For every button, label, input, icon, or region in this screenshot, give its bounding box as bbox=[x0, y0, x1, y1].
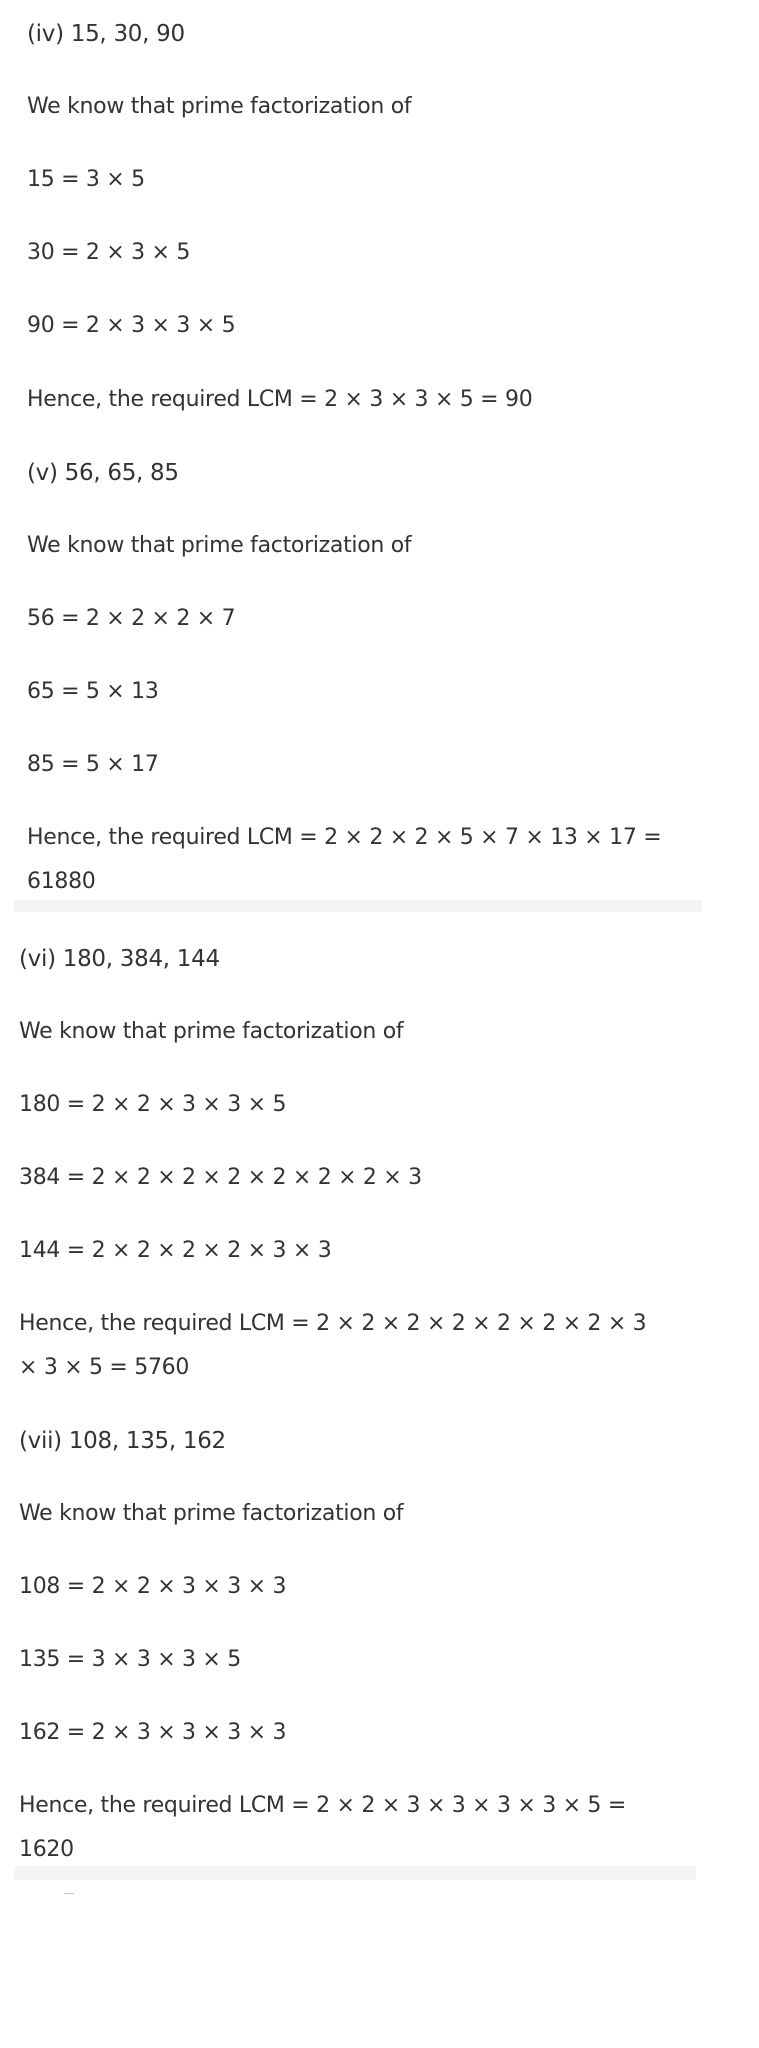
section-vii-result-line1: Hence, the required LCM = 2 × 2 × 3 × 3 × 3 × 3 × 5 = bbox=[19, 1793, 626, 1818]
section-vii-factor-162: 162 = 2 × 3 × 3 × 3 × 3 bbox=[19, 1720, 287, 1745]
section-iv-factor-15: 15 = 3 × 5 bbox=[27, 167, 145, 192]
divider-mark bbox=[64, 1893, 74, 1894]
section-divider bbox=[14, 900, 702, 912]
section-v-factor-65: 65 = 5 × 13 bbox=[27, 679, 159, 704]
section-vi-intro: We know that prime factorization of bbox=[19, 1019, 404, 1044]
section-v-intro: We know that prime factorization of bbox=[27, 533, 412, 558]
section-v-heading: (v) 56, 65, 85 bbox=[27, 460, 179, 486]
section-vi-result-line1: Hence, the required LCM = 2 × 2 × 2 × 2 × 2 × 2 × 2 × 3 bbox=[19, 1311, 647, 1336]
section-vi-factor-384: 384 = 2 × 2 × 2 × 2 × 2 × 2 × 2 × 3 bbox=[19, 1165, 422, 1190]
section-v-factor-85: 85 = 5 × 17 bbox=[27, 752, 159, 777]
section-vi-factor-180: 180 = 2 × 2 × 3 × 3 × 5 bbox=[19, 1092, 287, 1117]
section-divider-bottom bbox=[14, 1866, 696, 1880]
section-vii-heading: (vii) 108, 135, 162 bbox=[19, 1428, 226, 1454]
section-v-result-line1: Hence, the required LCM = 2 × 2 × 2 × 5 × 7 × 13 × 17 = bbox=[27, 825, 662, 850]
section-vii-result-line2: 1620 bbox=[19, 1837, 74, 1862]
section-v-factor-56: 56 = 2 × 2 × 2 × 7 bbox=[27, 606, 236, 631]
section-vi-heading: (vi) 180, 384, 144 bbox=[19, 946, 220, 972]
section-vii-factor-135: 135 = 3 × 3 × 3 × 5 bbox=[19, 1647, 241, 1672]
section-iv-result: Hence, the required LCM = 2 × 3 × 3 × 5 = 90 bbox=[27, 387, 533, 412]
section-vii-intro: We know that prime factorization of bbox=[19, 1501, 404, 1526]
section-v-result-line2: 61880 bbox=[27, 869, 96, 894]
section-iv-factor-90: 90 = 2 × 3 × 3 × 5 bbox=[27, 313, 236, 338]
section-vii-factor-108: 108 = 2 × 2 × 3 × 3 × 3 bbox=[19, 1574, 287, 1599]
section-iv-heading: (iv) 15, 30, 90 bbox=[27, 21, 185, 47]
section-iv-intro: We know that prime factorization of bbox=[27, 94, 412, 119]
section-vi-result-line2: × 3 × 5 = 5760 bbox=[19, 1355, 190, 1380]
section-iv-factor-30: 30 = 2 × 3 × 5 bbox=[27, 240, 191, 265]
section-vi-factor-144: 144 = 2 × 2 × 2 × 2 × 3 × 3 bbox=[19, 1238, 332, 1263]
